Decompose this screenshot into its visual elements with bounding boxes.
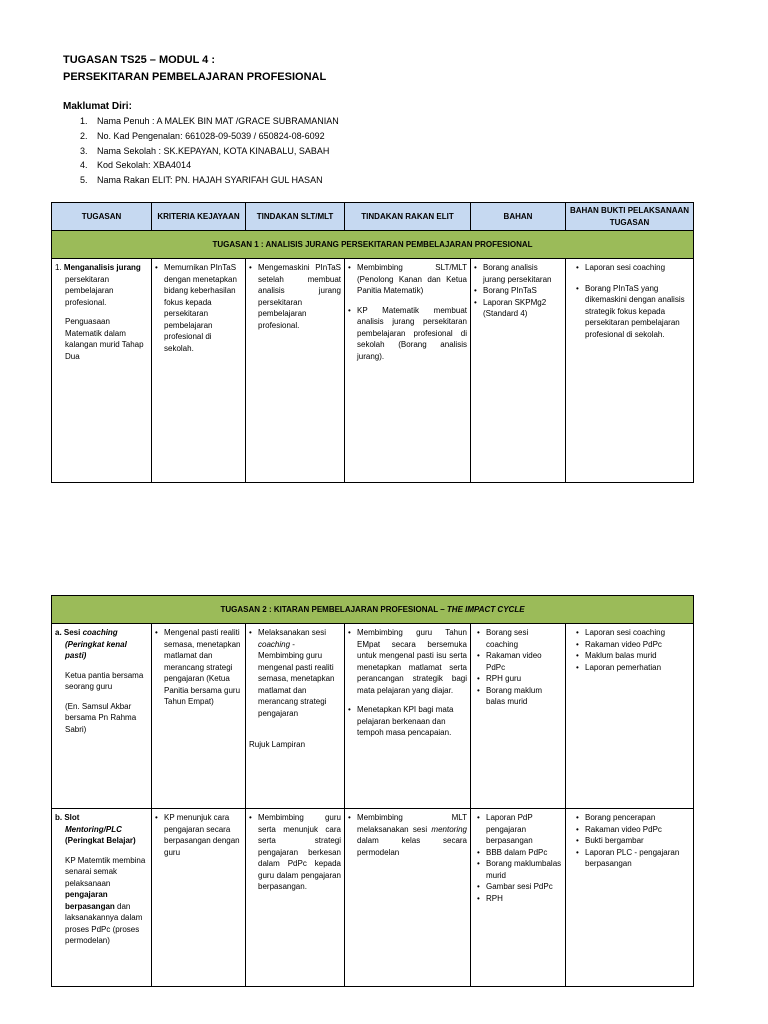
list-item: 5. Nama Rakan ELIT: PN. HAJAH SYARIFAH GUL HASAN <box>80 175 323 186</box>
cell-kriteria: • Mengenal pasti realiti semasa, menetapkan matlamat dan merancang strategi pengajaran (Ketua Panitia bersama guru Tahun Empat) <box>152 624 246 809</box>
cell-bahan-bukti: • Laporan sesi coaching • Borang PInTaS yang dikemaskini dengan analisis strategik fokus kepada persekitaran pembelajaran profesional di sekolah. <box>566 259 694 483</box>
tugasan-2-table <box>51 595 694 987</box>
document-title: TUGASAN TS25 – MODUL 4 : <box>63 54 215 66</box>
document-subtitle: PERSEKITARAN PEMBELAJARAN PROFESIONAL <box>63 71 327 83</box>
tugasan-1-table <box>51 202 694 483</box>
list-item: 1. Nama Penuh : A MALEK BIN MAT /GRACE SUBRAMANIAN <box>80 116 339 126</box>
section-heading-tugasan-1: TUGASAN 1 : ANALISIS JURANG PERSEKITARAN PEMBELAJARAN PROFESIONAL <box>52 231 694 259</box>
list-item: 2. No. Kad Pengenalan: 661028-09-5039 / 650824-08-6092 <box>80 130 325 141</box>
cell-tindakan-elit: • Membimbing guru Tahun EMpat secara bersemuka untuk mengenal pasti isu serta menetapkan matlamat serta perancangan strategik bagi mata pelajaran yang diajar. • Menetapkan KPI bagi mata pelajaran berkenaan dan tempoh masa pencapaian. <box>345 624 471 809</box>
maklumat-title: Maklumat Diri: <box>63 101 132 112</box>
cell-tindakan-slt: • Membimbing guru serta menunjuk cara serta strategi pengajaran berkesan dalam PdPc kepada guru dalam pengajaran berpasangan. <box>246 809 345 987</box>
cell-kriteria: • KP menunjuk cara pengajaran secara berpasangan dengan guru <box>152 809 246 987</box>
cell-bahan: • Laporan PdP pengajaran berpasangan • BBB dalam PdPc • Borang maklumbalas murid • Gambar sesi PdPc • RPH <box>471 809 566 987</box>
cell-tindakan-slt: • Mengemaskini PInTaS setelah membuat analisis jurang persekitaran pembelajaran profesional. <box>246 259 345 483</box>
cell-bahan: • Borang analisis jurang persekitaran • Borang PInTaS • Laporan SKPMg2 (Standard 4) <box>471 259 566 483</box>
cell-kriteria: • Memurnikan PInTaS dengan menetapkan bidang keberhasilan fokus kepada persekitaran pembelajaran profesional di sekolah. <box>152 259 246 483</box>
col-header-kriteria: KRITERIA KEJAYAAN <box>152 203 246 231</box>
cell-tindakan-slt: • Melaksanakan sesi coaching - Membimbing guru mengenal pasti realiti semasa, menetapkan matlamat dan merancang strategi pengajaran Rujuk Lampiran <box>246 624 345 809</box>
cell-bahan: • Borang sesi coaching • Rakaman video PdPc • RPH guru • Borang maklum balas murid <box>471 624 566 809</box>
list-item: 3. Nama Sekolah : SK.KEPAYAN, KOTA KINABALU, SABAH <box>80 145 330 156</box>
cell-tugasan: b. Slot Mentoring/PLC (Peringkat Belajar) KP Matemtik membina senarai semak pelaksanaan pengajaran berpasangan dan laksanakannya dalam proses PdPc (proses permodelan) <box>52 809 152 987</box>
col-header-bahan-bukti: BAHAN BUKTI PELAKSANAAN TUGASAN <box>566 203 694 231</box>
list-item: 4. Kod Sekolah: XBA4014 <box>80 160 192 171</box>
col-header-tugasan: TUGASAN <box>52 203 152 231</box>
table-row <box>52 259 694 483</box>
table-header-row <box>52 203 694 231</box>
cell-tugasan: 1. Menganalisis jurang persekitaran pembelajaran profesional. Penguasaan Matematik dalam kalangan murid Tahap Dua <box>52 259 152 483</box>
maklumat-list <box>80 114 339 188</box>
col-header-tindakan-elit: TINDAKAN RAKAN ELIT <box>345 203 471 231</box>
cell-tugasan: a. Sesi coaching (Peringkat kenal pasti) Ketua pantia bersama seorang guru (En. Samsul Akbar bersama Pn Rahma Sabri) <box>52 624 152 809</box>
section-heading-tugasan-2: TUGASAN 2 : KITARAN PEMBELAJARAN PROFESIONAL – THE IMPACT CYCLE <box>52 596 694 624</box>
cell-tindakan-elit: • Membimbing MLT melaksanakan sesi mentoring dalam kelas secara permodelan <box>345 809 471 987</box>
table-row <box>52 809 694 987</box>
cell-bahan-bukti: • Laporan sesi coaching • Rakaman video PdPc • Maklum balas murid • Laporan pemerhatian <box>566 624 694 809</box>
cell-tindakan-elit: • Membimbing SLT/MLT (Penolong Kanan dan Ketua Panitia Matematik) • KP Matematik membuat analisis jurang persekitaran pembelajaran profesional di sekolah (Borang analisis jurang). <box>345 259 471 483</box>
table-row <box>52 624 694 809</box>
cell-bahan-bukti: • Borang pencerapan • Rakaman video PdPc • Bukti bergambar • Laporan PLC - pengajaran berpasangan <box>566 809 694 987</box>
col-header-tindakan-slt: TINDAKAN SLT/MLT <box>246 203 345 231</box>
col-header-bahan: BAHAN <box>471 203 566 231</box>
